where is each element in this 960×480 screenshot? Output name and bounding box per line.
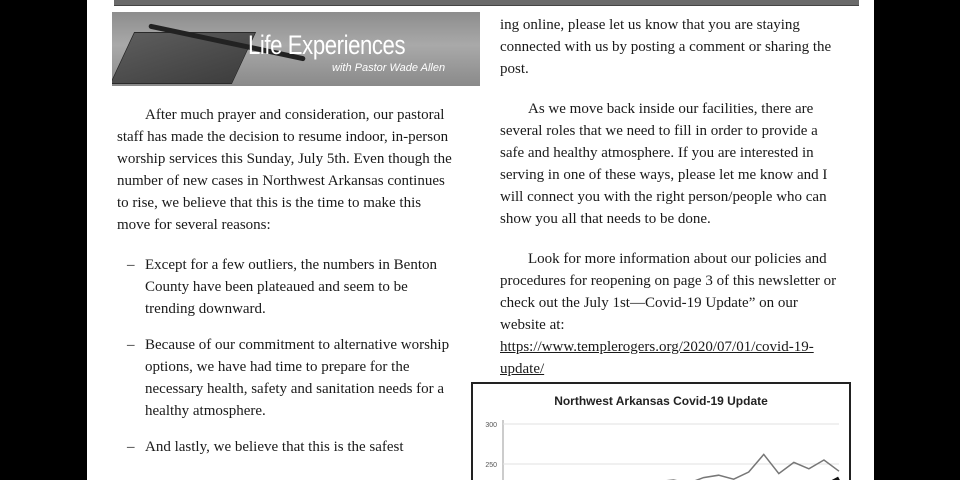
list-item-text: Because of our commitment to alternative worship options, we have had time to prepare for the necessary health, safety and sanitation needs for a healthy atmosphere. — [145, 337, 450, 419]
website-link[interactable]: https://www.templerogers.org/2020/07/01/covid-19-update/ — [500, 339, 814, 377]
top-rule — [114, 0, 859, 6]
banner-title: Life Experiences — [248, 30, 406, 60]
right-column — [500, 14, 837, 398]
y-tick-label: 300 — [485, 422, 497, 429]
left-column — [117, 104, 453, 472]
dash-marker: – — [127, 337, 135, 353]
chart-plot — [473, 384, 849, 480]
series-line — [523, 454, 839, 480]
dash-marker: – — [127, 257, 135, 273]
newsletter-page — [87, 0, 874, 480]
list-item — [127, 436, 453, 458]
notebook-image — [112, 32, 256, 84]
covid-chart — [471, 382, 851, 480]
list-item — [127, 334, 453, 422]
continued-paragraph: ing online, please let us know that you are staying connected with us by posting a comment or sharing the post. — [500, 17, 832, 77]
dash-marker: – — [127, 439, 135, 455]
chart-title: Northwest Arkansas Covid-19 Update — [554, 394, 768, 408]
roles-paragraph: As we move back inside our facilities, there are several roles that we need to fill in order to provide a safe and healthy atmosphere. If you are interested in serving in one of these ways, please let me know and I will connect you with the right person/people who can show you all that needs to be done. — [500, 101, 828, 227]
y-tick-label: 250 — [485, 462, 497, 469]
reasons-list — [117, 254, 453, 458]
list-item-text: Except for a few outliers, the numbers in Benton County have been plateaued and seem to be trending downward. — [145, 257, 438, 317]
intro-paragraph: After much prayer and consideration, our pastoral staff has made the decision to resume indoor, in-person worship services this Sunday, July 5th. Even though the number of new cases in Northwest Arkansas continues to rise, we believe that this is the time to make this move for several reasons: — [117, 107, 452, 233]
banner-subtitle: with Pastor Wade Allen — [332, 62, 446, 74]
list-item — [127, 254, 453, 320]
list-item-text: And lastly, we believe that this is the safest — [145, 439, 404, 455]
column-banner — [112, 12, 480, 86]
more-info-text: Look for more information about our policies and procedures for reopening on page 3 of this newsletter or check out the July 1st—Covid-19 Update” on our website at: — [500, 251, 837, 333]
more-info-paragraph — [500, 248, 837, 380]
